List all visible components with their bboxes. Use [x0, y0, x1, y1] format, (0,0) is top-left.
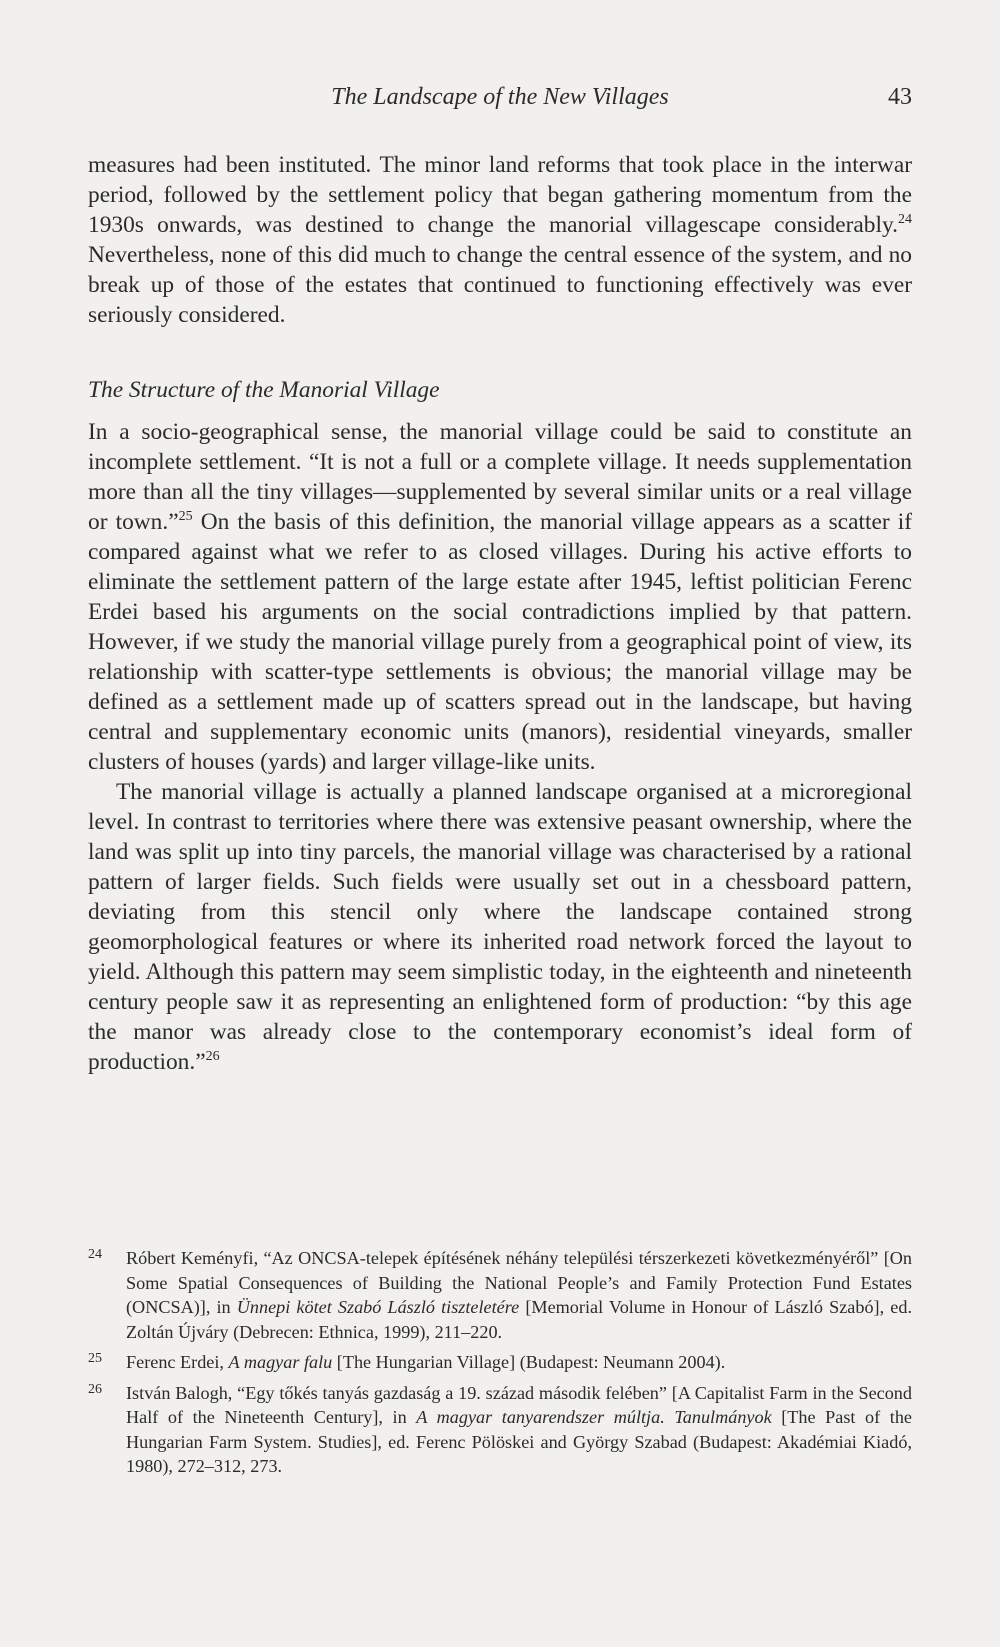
footnote-ref-25: 25	[178, 509, 193, 525]
body-text	[88, 150, 912, 1077]
paragraph-3	[88, 777, 912, 1077]
footnote-italic-title: A magyar falu	[228, 1352, 333, 1372]
footnote-text-part: Róbert Keményfi, “Az ONCSA-telepek építésének néhány települési térszerkezeti következményéről” [On Some Spatial Consequences of Building the National People’s and Family Protection Fund Estates (ONCSA)], in	[126, 1248, 912, 1317]
footnote-italic-title: Ünnepi kötet Szabó László tiszteletére	[236, 1297, 520, 1317]
footnote-text-part: [The Past of the Hungarian Farm System. Studies], ed. Ferenc Pölöskei and György Szabad (Budapest: Akadémiai Kiadó, 1980), 272–312, 273.	[126, 1407, 912, 1476]
section-heading: The Structure of the Manorial Village	[88, 377, 440, 403]
footnote-text	[126, 1381, 912, 1479]
footnote-25	[88, 1350, 912, 1375]
paragraph-2-text-cont: On the basis of this definition, the manorial village appears as a scatter if compared against what we refer to as closed villages. During his active efforts to eliminate the settlement pattern of the large estate after 1945, leftist politician Ferenc Erdei based his arguments on the social contradictions implied by that pattern. However, if we study the manorial village purely from a geographical point of view, its relationship with scatter-type settlements is obvious; the manorial village may be defined as a settlement made up of scatters spread out in the landscape, but having central and supplementary economic units (manors), residential vineyards, smaller clusters of houses (yards) and larger village-like units.	[88, 509, 913, 775]
footnotes	[88, 1246, 912, 1485]
paragraph-1	[88, 150, 912, 330]
footnote-text-part: [The Hungarian Village] (Budapest: Neumann 2004).	[332, 1352, 726, 1372]
running-head	[88, 84, 912, 124]
footnote-ref-26: 26	[205, 1049, 220, 1065]
paragraph-2	[88, 417, 912, 777]
footnote-text-part: [Memorial Volume in Honour of László Szabó], ed. Zoltán Újváry (Debrecen: Ethnica, 1999), 211–220.	[126, 1297, 912, 1342]
footnote-text	[126, 1350, 912, 1375]
paragraph-2-text: In a socio-geographical sense, the manorial village could be said to constitute an incomplete settlement. “It is not a full or a complete village. It needs supplementation more than all the tiny villages—supplemented by several similar units or a real village or town.”	[88, 419, 912, 535]
footnote-text-part: Ferenc Erdei,	[126, 1352, 229, 1372]
footnote-text	[126, 1246, 912, 1344]
paragraph-1-text-cont: Nevertheless, none of this did much to change the central essence of the system, and no break up of those of the estates that continued to functioning effectively was ever seriously considered.	[88, 242, 912, 328]
footnote-number: 24	[88, 1247, 102, 1262]
footnote-number: 25	[88, 1351, 102, 1366]
paragraph-3-text: The manorial village is actually a planned landscape organised at a microregional level. In contrast to territories where there was extensive peasant ownership, where the land was split up into tiny parcels, the manorial village was characterised by a rational pattern of larger fields. Such fields were usually set out in a chessboard pattern, deviating from this stencil only where the landscape contained strong geomorphological features or where its inherited road network forced the layout to yield. Although this pattern may seem simplistic today, in the eighteenth and nineteenth century people saw it as representing an enlightened form of production: “by this age the manor was already close to the contemporary economist’s ideal form of production.”	[88, 779, 912, 1075]
footnote-number: 26	[88, 1381, 102, 1397]
page-number: 43	[888, 84, 912, 110]
footnote-ref-24: 24	[898, 212, 912, 228]
footnote-24	[88, 1246, 912, 1344]
paragraph-1-text: measures had been instituted. The minor land reforms that took place in the interwar period, followed by the settlement policy that began gathering momentum from the 1930s onwards, was destined to change the manorial villagescape considerably.	[88, 152, 912, 238]
footnote-26	[88, 1381, 912, 1479]
footnote-text-part: István Balogh, “Egy tőkés tanyás gazdaság a 19. század második felében” [A Capitalist Farm in the Second Half of the Nineteenth Century], in	[126, 1382, 912, 1427]
footnote-italic-title: A magyar tanyarendszer múltja. Tanulmányok	[416, 1407, 772, 1427]
running-title: The Landscape of the New Villages	[331, 84, 669, 110]
